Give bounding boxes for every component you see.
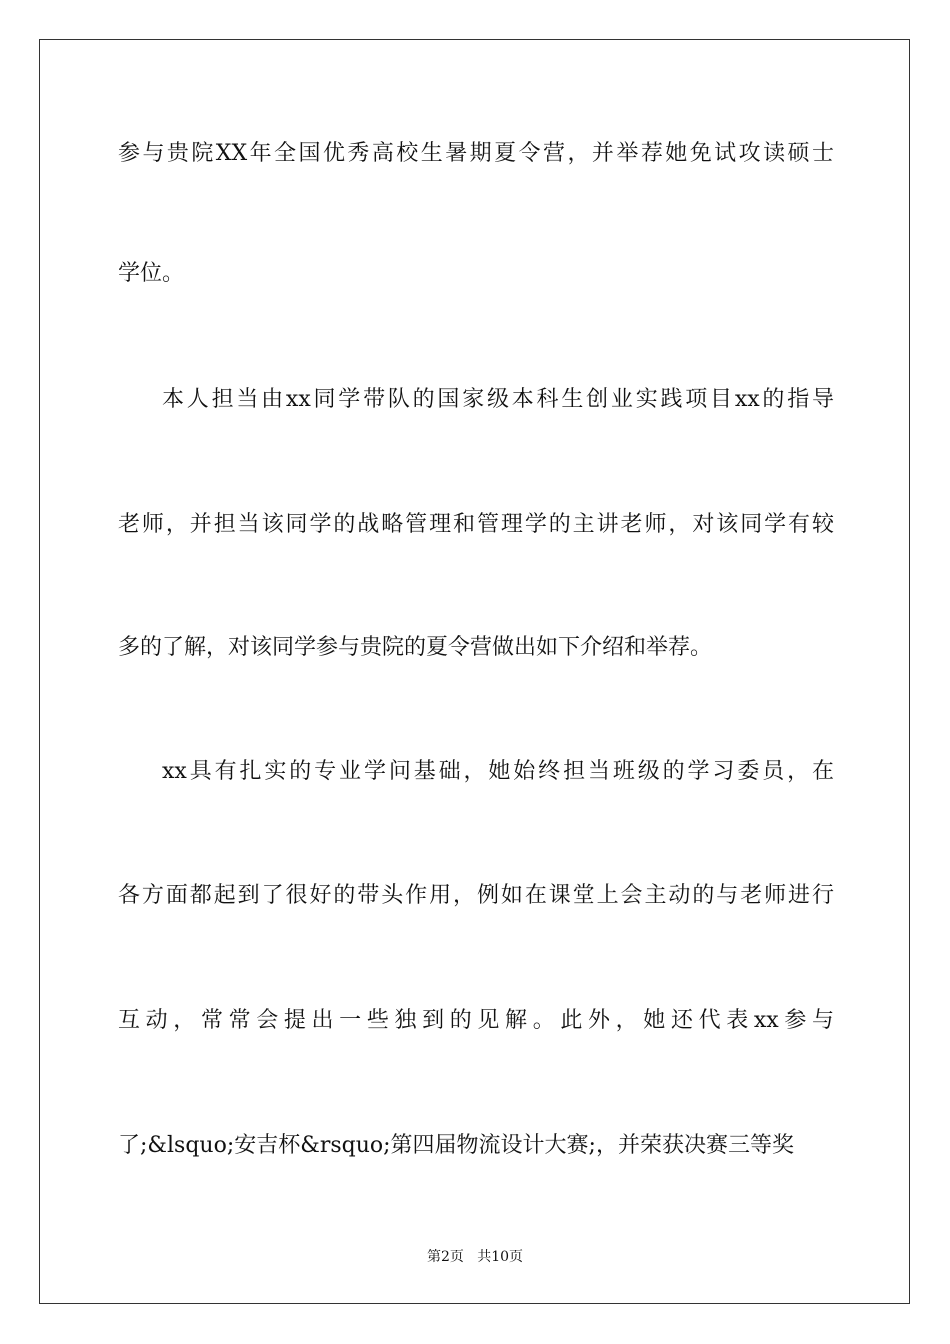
body-line-1: 参与贵院XX年全国优秀高校生暑期夏令营，并举荐她免试攻读硕士 bbox=[118, 141, 834, 166]
body-line-5: 多的了解，对该同学参与贵院的夏令营做出如下介绍和举荐。 bbox=[118, 635, 713, 660]
body-line-4: 老师，并担当该同学的战略管理和管理学的主讲老师，对该同学有较 bbox=[118, 512, 834, 537]
page-number-footer: 第2页 共10页 bbox=[426, 1249, 524, 1265]
body-line-6: xx具有扎实的专业学问基础，她始终担当班级的学习委员，在 bbox=[162, 759, 834, 784]
body-line-2: 学位。 bbox=[118, 261, 185, 286]
body-line-3: 本人担当由xx同学带队的国家级本科生创业实践项目xx的指导 bbox=[162, 387, 834, 412]
body-line-7: 各方面都起到了很好的带头作用，例如在课堂上会主动的与老师进行 bbox=[118, 883, 834, 908]
body-line-9: 了;&lsquo;安吉杯&rsquo;第四届物流设计大赛;，并荣获决赛三等奖 bbox=[118, 1133, 794, 1158]
page-border bbox=[39, 39, 910, 1304]
body-line-8: 互动，常常会提出一些独到的见解。此外，她还代表xx参与 bbox=[118, 1008, 834, 1033]
